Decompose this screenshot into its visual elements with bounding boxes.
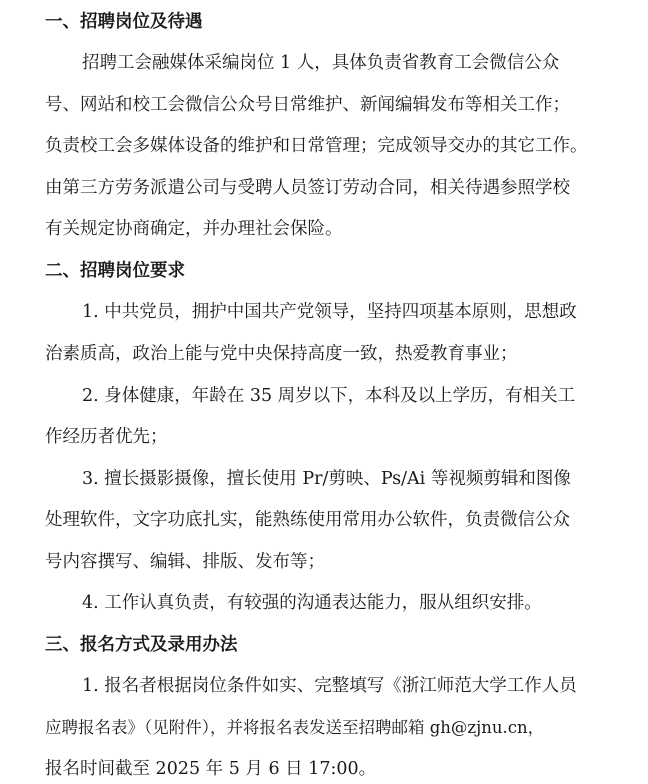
- paragraph-line: 有关规定协商确定，并办理社会保险。: [45, 219, 343, 239]
- paragraph-line: 作经历者优先；: [45, 427, 168, 447]
- paragraph-line: 负责校工会多媒体设备的维护和日常管理；完成领导交办的其它工作。: [45, 136, 588, 156]
- paragraph-line: 3. 擅长摄影摄像，擅长使用 Pr/剪映、Ps/Ai 等视频剪辑和图像: [82, 469, 571, 489]
- section-heading: 二、招聘岗位要求: [45, 261, 185, 281]
- paragraph-line: 报名时间截至 2025 年 5 月 6 日 17:00。: [45, 759, 377, 779]
- paragraph-line: 2. 身体健康，年龄在 35 周岁以下，本科及以上学历，有相关工: [82, 386, 576, 406]
- paragraph-line: 招聘工会融媒体采编岗位 1 人，具体负责省教育工会微信公众: [82, 53, 560, 73]
- paragraph-line: 号内容撰写、编辑、排版、发布等；: [45, 552, 325, 572]
- paragraph-line: 号、网站和校工会微信公众号日常维护、新闻编辑发布等相关工作；: [45, 95, 570, 115]
- paragraph-line: 由第三方劳务派遣公司与受聘人员签订劳动合同，相关待遇参照学校: [45, 178, 570, 198]
- paragraph-line: 1. 中共党员，拥护中国共产党领导，坚持四项基本原则，思想政: [82, 302, 577, 322]
- section-heading: 一、招聘岗位及待遇: [45, 12, 203, 32]
- paragraph-line: 4. 工作认真负责，有较强的沟通表达能力，服从组织安排。: [82, 593, 542, 613]
- section-heading: 三、报名方式及录用办法: [45, 635, 238, 655]
- paragraph-line: 治素质高，政治上能与党中央保持高度一致，热爱教育事业；: [45, 344, 518, 364]
- paragraph-line: 应聘报名表》（见附件），并将报名表发送至招聘邮箱 gh@zjnu.cn，: [45, 718, 545, 737]
- paragraph-line: 1. 报名者根据岗位条件如实、完整填写《浙江师范大学工作人员: [82, 676, 577, 696]
- paragraph-line: 处理软件，文字功底扎实，能熟练使用常用办公软件，负责微信公众: [45, 510, 570, 530]
